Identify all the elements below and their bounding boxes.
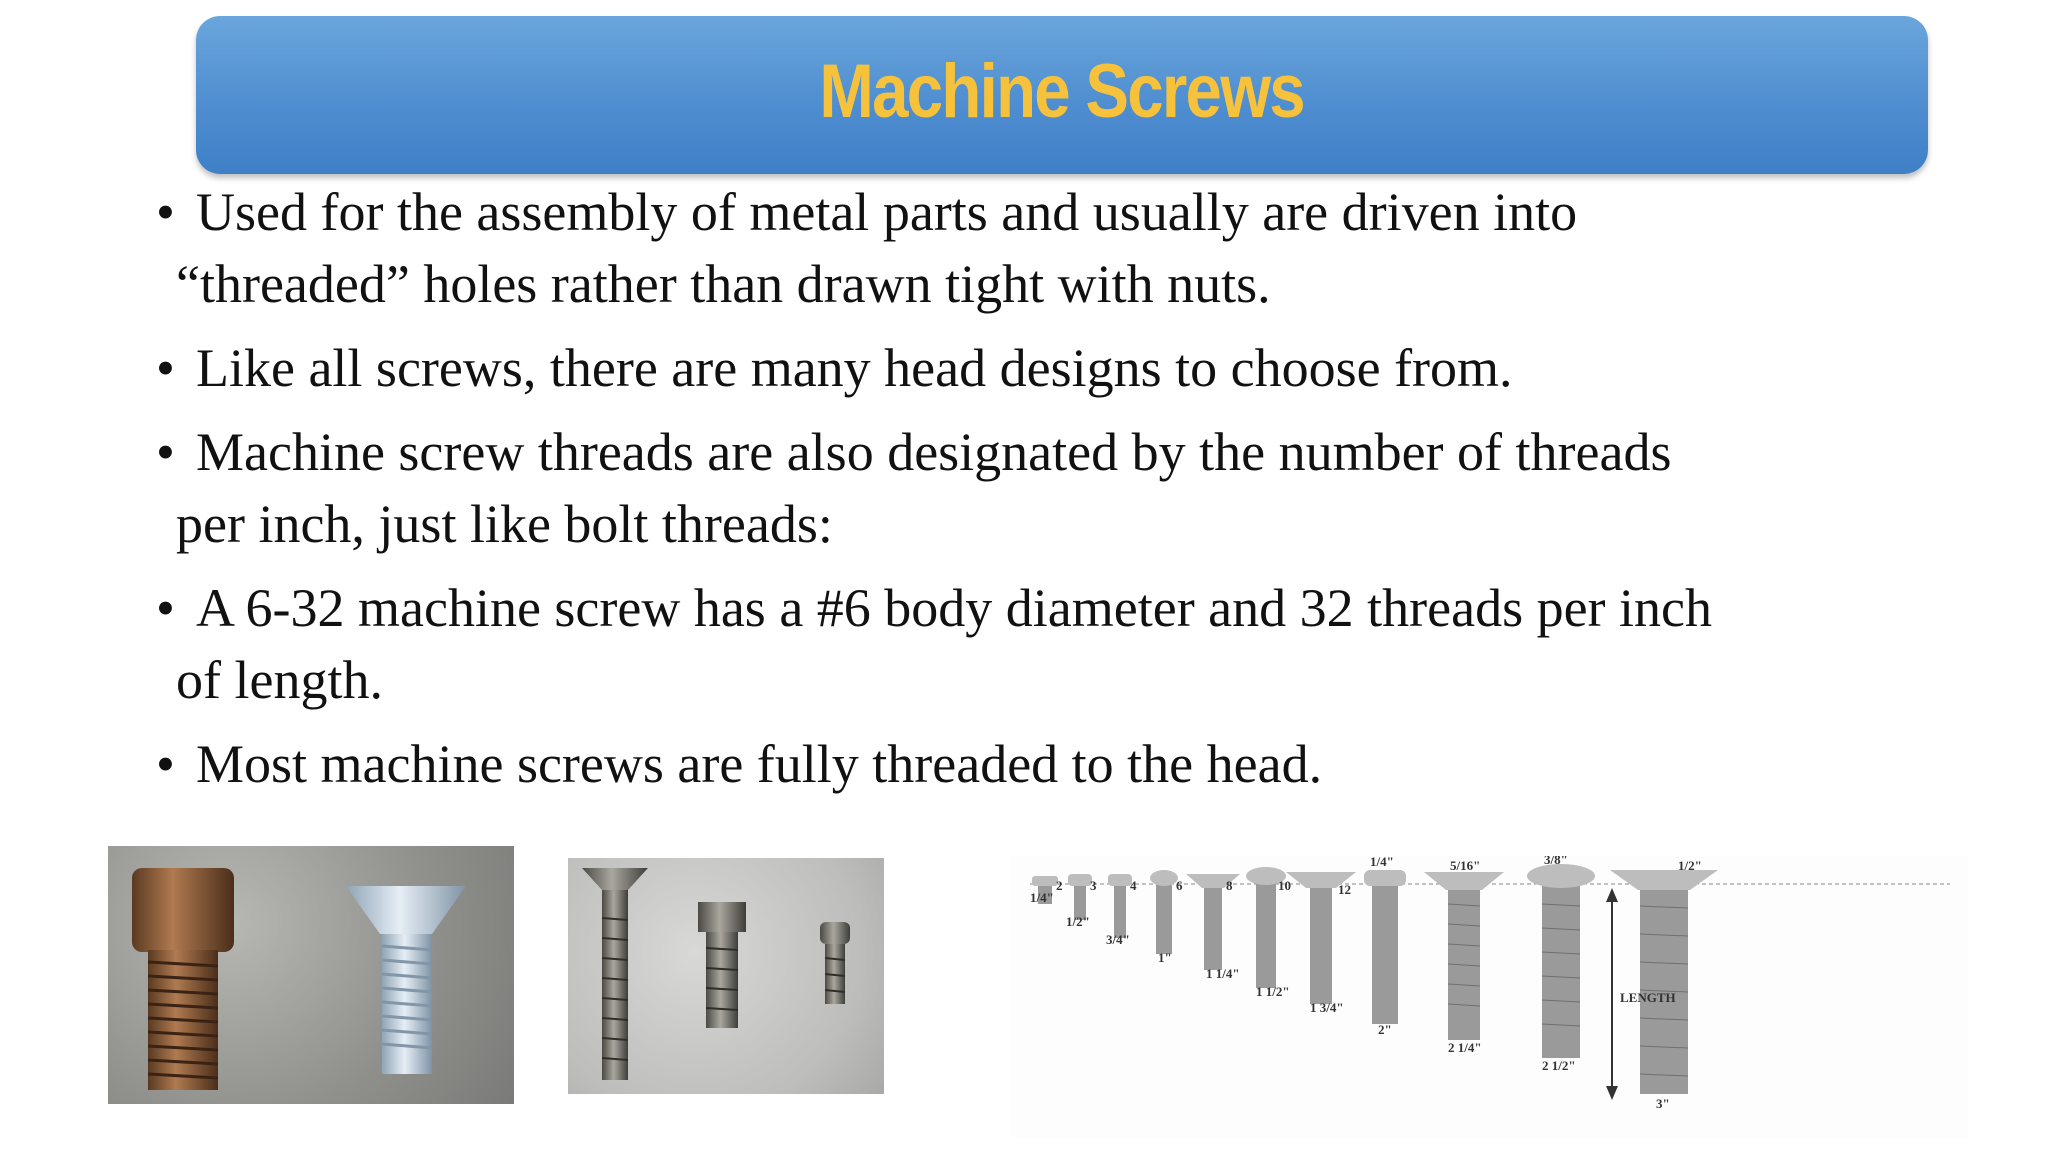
bullet-line: • Like all screws, there are many head designs to choose from. bbox=[196, 338, 1513, 398]
length-label: 2 1/4" bbox=[1448, 1040, 1482, 1055]
bullet-line: • Most machine screws are fully threaded to the head. bbox=[196, 734, 1323, 794]
bullet-line: • Used for the assembly of metal parts and usually are driven into bbox=[196, 182, 1578, 242]
steel-screws-photo bbox=[568, 858, 884, 1094]
screw-size-chart bbox=[1010, 856, 1968, 1138]
length-label: 1/2" bbox=[1066, 914, 1090, 929]
size-label: 2 bbox=[1056, 878, 1063, 893]
size-label: 10 bbox=[1278, 878, 1291, 893]
bullet-item bbox=[152, 176, 1952, 320]
diameter-label: 3/8" bbox=[1544, 856, 1568, 867]
length-label: 3" bbox=[1656, 1096, 1670, 1111]
length-label: 2" bbox=[1378, 1022, 1392, 1037]
bullet-line: • A 6-32 machine screw has a #6 body diameter and 32 threads per inch bbox=[196, 578, 1713, 638]
length-label: 1 3/4" bbox=[1310, 1000, 1344, 1015]
size-label: 6 bbox=[1176, 878, 1183, 893]
bullet-line: “threaded” holes rather than drawn tight with nuts. bbox=[176, 254, 1271, 314]
title-banner bbox=[196, 16, 1928, 174]
size-label: 12 bbox=[1338, 882, 1351, 897]
diameter-label: 1/2" bbox=[1678, 858, 1702, 873]
length-label: 1" bbox=[1158, 950, 1172, 965]
bullet-line: • Machine screw threads are also designated by the number of threads bbox=[196, 422, 1672, 482]
bullet-list bbox=[152, 176, 1952, 812]
length-label: 1/4" bbox=[1030, 890, 1054, 905]
bullet-line: per inch, just like bolt threads: bbox=[176, 494, 833, 554]
length-label: 2 1/2" bbox=[1542, 1058, 1576, 1073]
slide-title: Machine Screws bbox=[819, 48, 1305, 134]
length-label: 1 1/2" bbox=[1256, 984, 1290, 999]
size-label: 3 bbox=[1090, 878, 1097, 893]
length-label: 1 1/4" bbox=[1206, 966, 1240, 981]
diameter-label: 1/4" bbox=[1370, 856, 1394, 869]
bullet-item bbox=[152, 416, 1952, 560]
size-label: 4 bbox=[1130, 878, 1137, 893]
bullet-item bbox=[152, 332, 1952, 404]
bullet-item bbox=[152, 728, 1952, 800]
length-caption: LENGTH bbox=[1620, 990, 1676, 1005]
size-label: 8 bbox=[1226, 878, 1233, 893]
bullet-line: of length. bbox=[176, 650, 383, 710]
length-label: 3/4" bbox=[1106, 932, 1130, 947]
diameter-label: 5/16" bbox=[1450, 858, 1481, 873]
cap-and-flat-screw-photo bbox=[108, 846, 514, 1104]
bullet-item bbox=[152, 572, 1952, 716]
